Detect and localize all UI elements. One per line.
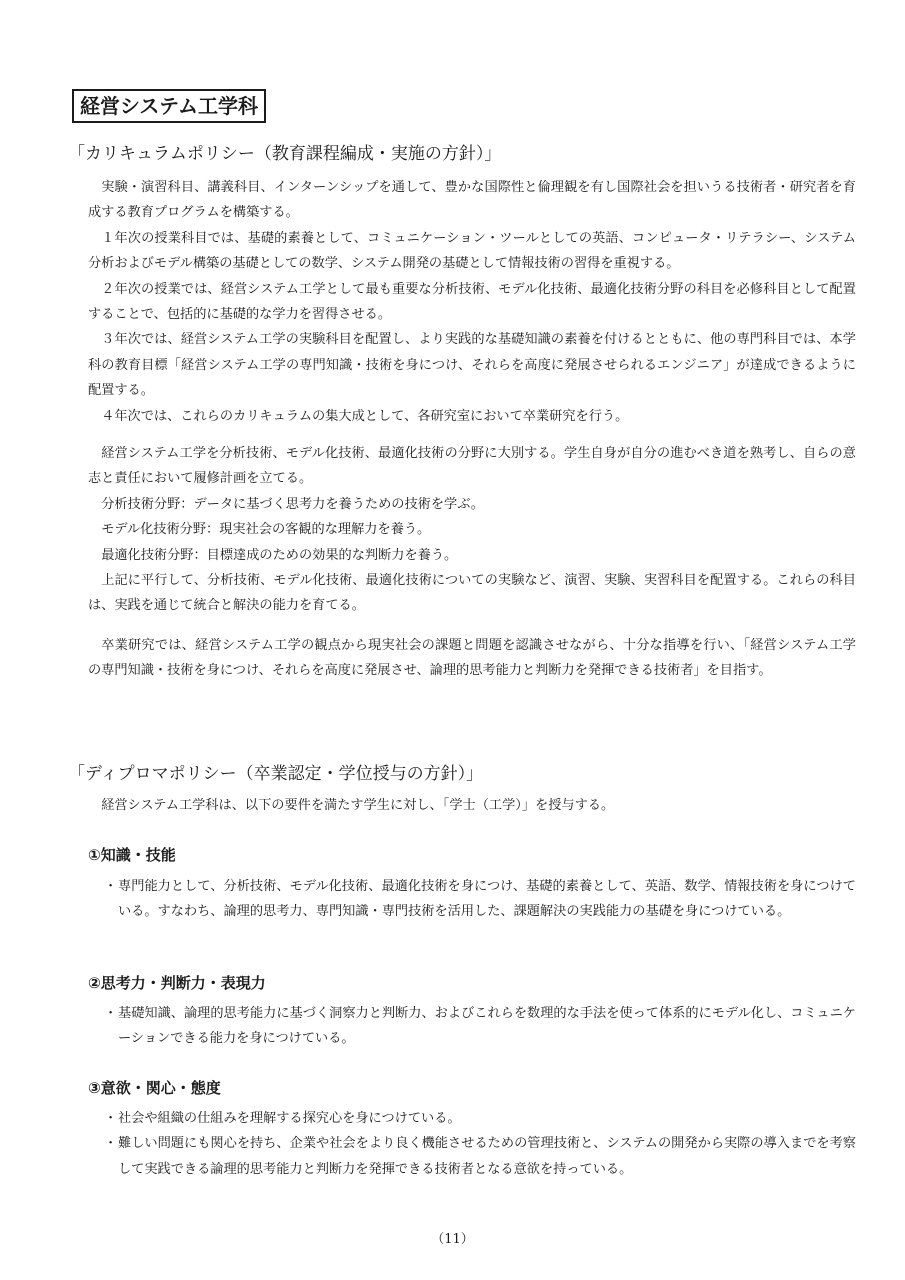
paragraph: 上記に平行して、分析技術、モデル化技術、最適化技術についての実験など、演習、実験、実習科目を配置する。これらの科目は、実践を通じて統合と解決の能力を育てる。 bbox=[88, 573, 856, 614]
paragraph: 最適化技術分野：目標達成のための効果的な判断力を養う。 bbox=[101, 547, 458, 563]
diploma-policy-heading: 「ディプロマポリシー（卒業認定・学位授与の方針）」 bbox=[68, 764, 484, 784]
list-item bbox=[104, 874, 856, 925]
list-item bbox=[104, 1131, 856, 1182]
curriculum-policy-heading: 「カリキュラムポリシー（教育課程編成・実施の方針）」 bbox=[68, 144, 502, 164]
paragraph: ４年次では、これらのカリキュラムの集大成として、各研究室において卒業研究を行う。 bbox=[101, 408, 629, 424]
list-item bbox=[104, 1001, 856, 1052]
paragraph: １年次の授業科目では、基礎的素養として、コミュニケーション・ツールとしての英語、コンピュータ・リテラシー、システム分析およびモデル構築の基礎としての数学、システム開発の基礎として情報技術の習得を重視する。 bbox=[88, 230, 856, 272]
knowledge-skills-heading: ①知識・技能 bbox=[88, 846, 176, 864]
bullet-mark: ・ bbox=[104, 879, 118, 894]
paragraph: 実験・演習科目、講義科目、インターンシップを通して、豊かな国際性と倫理観を有し国際社会を担いうる技術者・研究者を育成する教育プログラムを構築する。 bbox=[88, 180, 856, 221]
thinking-judgment-list bbox=[104, 1001, 856, 1052]
curriculum-policy-block-2 bbox=[88, 441, 856, 619]
page-number: （11） bbox=[431, 1232, 474, 1247]
paragraph: 分析技術分野：データに基づく思考力を養うための技術を学ぶ。 bbox=[101, 496, 484, 512]
curriculum-policy-block-1 bbox=[88, 175, 856, 429]
department-title: 経営システム工学科 bbox=[72, 89, 266, 123]
bullet-mark: ・ bbox=[104, 1136, 118, 1152]
motivation-attitude-heading: ③意欲・関心・態度 bbox=[88, 1079, 221, 1097]
thinking-judgment-heading: ②思考力・判断力・表現力 bbox=[88, 974, 266, 992]
paragraph: 経営システム工学を分析技術、モデル化技術、最適化技術の分野に大別する。学生自身が自分の進むべき道を熟考し、自らの意志と責任において履修計画を立てる。 bbox=[88, 446, 856, 487]
paragraph: ３年次では、経営システム工学の実験科目を配置し、より実践的な基礎知識の素養を付けるとともに、他の専門科目では、本学科の教育目標「経営システム工学の専門知識・技術を身につけ、それらを高度に発展させられるエンジニア」が達成できるように配置する。 bbox=[88, 332, 856, 399]
diploma-policy-intro: 経営システム工学科は、以下の要件を満たす学生に対し、「学士（工学）」を授与する。 bbox=[101, 798, 615, 813]
paragraph: モデル化技術分野：現実社会の客観的な理解力を養う。 bbox=[101, 522, 431, 538]
motivation-attitude-list bbox=[104, 1106, 856, 1182]
list-item-text: 専門能力として、分析技術、モデル化技術、最適化技術を身につけ、基礎的素養として、英語、数学、情報技術を身につけている。すなわち、論理的思考力、専門知識・専門技術を活用した、課題解決の実践能力の基礎を身につけている。 bbox=[118, 879, 856, 920]
knowledge-skills-list bbox=[104, 874, 856, 925]
list-item-text: 社会や組織の仕組みを理解する探究心を身につけている。 bbox=[118, 1111, 461, 1126]
list-item-text: 基礎知識、論理的思考能力に基づく洞察力と判断力、およびこれらを数理的な手法を使って体系的にモデル化し、コミュニケーションできる能力を身につけている。 bbox=[118, 1006, 856, 1047]
list-item-text: 難しい問題にも関心を持ち、企業や社会をより良く機能させるための管理技術と、システムの開発から実際の導入までを考察して実践できる論理的思考能力と判断力を発揮できる技術者となる意欲を持っている。 bbox=[118, 1136, 856, 1177]
curriculum-policy-block-3 bbox=[88, 633, 856, 684]
bullet-mark: ・ bbox=[104, 1006, 118, 1021]
bullet-mark: ・ bbox=[104, 1111, 118, 1126]
paragraph: ２年次の授業では、経営システム工学として最も重要な分析技術、モデル化技術、最適化技術分野の科目を必修科目として配置することで、包括的に基礎的な学力を習得させる。 bbox=[88, 281, 856, 323]
paragraph: 卒業研究では、経営システム工学の観点から現実社会の課題と問題を認識させながら、十分な指導を行い、「経営システム工学の専門知識・技術を身につけ、それらを高度に発展させ、論理的思考能力と判断力を発揮できる技術者」を目指す。 bbox=[88, 638, 856, 679]
list-item bbox=[104, 1106, 856, 1131]
